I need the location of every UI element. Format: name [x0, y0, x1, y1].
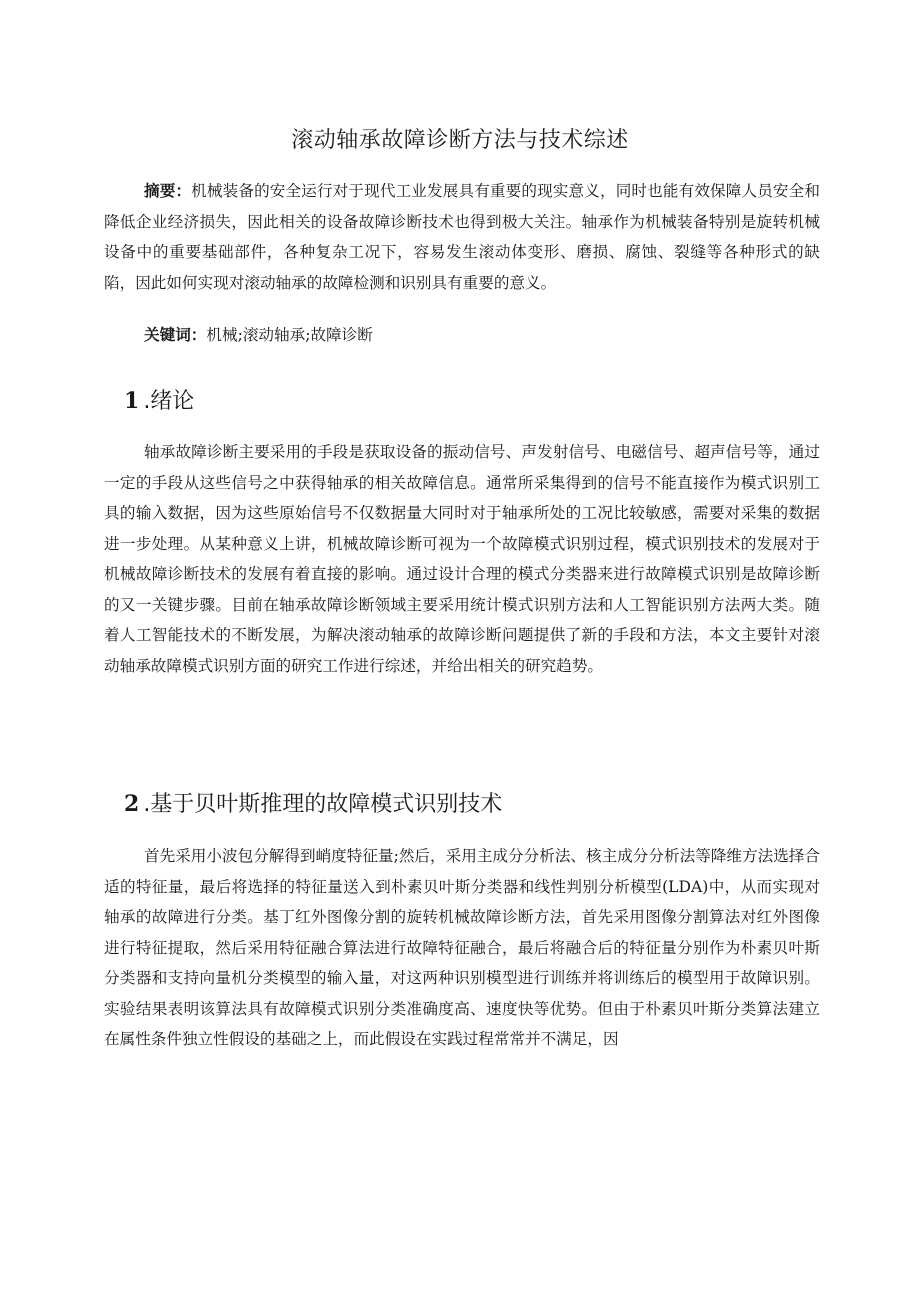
section-1-body: 轴承故障诊断主要采用的手段是获取设备的振动信号、声发射信号、电磁信号、超声信号等，通过一定的手段从这些信号之中获得轴承的相关故障信息。通常所采集得到的信号不能直接作为模式识别工具的输入数据，因为这些原始信号不仅数据量大同时对于轴承所处的工况比较敏感，需要对采集的数据进一步处理。从某种意义上讲，机械故障诊断可视为一个故障模式识别过程，模式识别技术的发展对于机械故障诊断技术的发展有着直接的影响。通过设计合理的模式分类器来进行故障模式识别是故障诊断的又一关键步骤。目前在轴承故障诊断领域主要采用统计模式识别方法和人工智能识别方法两大类。随着人工智能技术的不断发展，为解决滚动轴承的故障诊断问题提供了新的手段和方法，本文主要针对滚动轴承故障模式识别方面的研究工作进行综述，并给出相关的研究趋势。: [104, 443, 820, 675]
document-title: 滚动轴承故障诊断方法与技术综述: [291, 128, 629, 153]
keywords-line: [144, 320, 820, 351]
abstract-paragraph: [104, 176, 820, 298]
section-2-heading: [124, 789, 502, 820]
section-2-number: 2: [124, 791, 140, 817]
section-2-body: 首先采用小波包分解得到峭度特征量;然后，采用主成分分析法、核主成分分析法等降维方法选择合适的特征量，最后将选择的特征量送入到朴素贝叶斯分类器和线性判别分析模型(LDA)中，从而实现对轴承的故障进行分类。基丁红外图像分割的旋转机械故障诊断方法，首先采用图像分割算法对红外图像进行特征提取，然后采用特征融合算法进行故障特征融合，最后将融合后的特征量分别作为朴素贝叶斯分类器和支持向量机分类模型的输入量，对这两种识别模型进行训练并将训练后的模型用于故障识别。实验结果表明该算法具有故障模式识别分类准确度高、速度快等优势。但由于朴素贝叶斯分类算法建立在属性条件独立性假设的基础之上，而此假设在实践过程常常并不满足，因: [104, 847, 820, 1048]
abstract-label: 摘要：: [144, 182, 192, 200]
keywords-text: 机械;滚动轴承;故障诊断: [206, 326, 373, 344]
section-1-title: .绪论: [143, 389, 195, 414]
section-2-title: .基于贝叶斯推理的故障模式识别技术: [143, 792, 503, 817]
keywords-label: 关键词：: [144, 326, 207, 344]
section-1-number: 1: [124, 388, 140, 414]
section-1-heading: [124, 386, 194, 417]
abstract-text: 机械装备的安全运行对于现代工业发展具有重要的现实意义，同时也能有效保障人员安全和降低企业经济损失，因此相关的设备故障诊断技术也得到极大关注。轴承作为机械装备特别是旋转机械设备中的重要基础部件，各种复杂工况下，容易发生滚动体变形、磨损、腐蚀、裂缝等各种形式的缺陷，因此如何实现对滚动轴承的故障检测和识别具有重要的意义。: [104, 182, 820, 292]
